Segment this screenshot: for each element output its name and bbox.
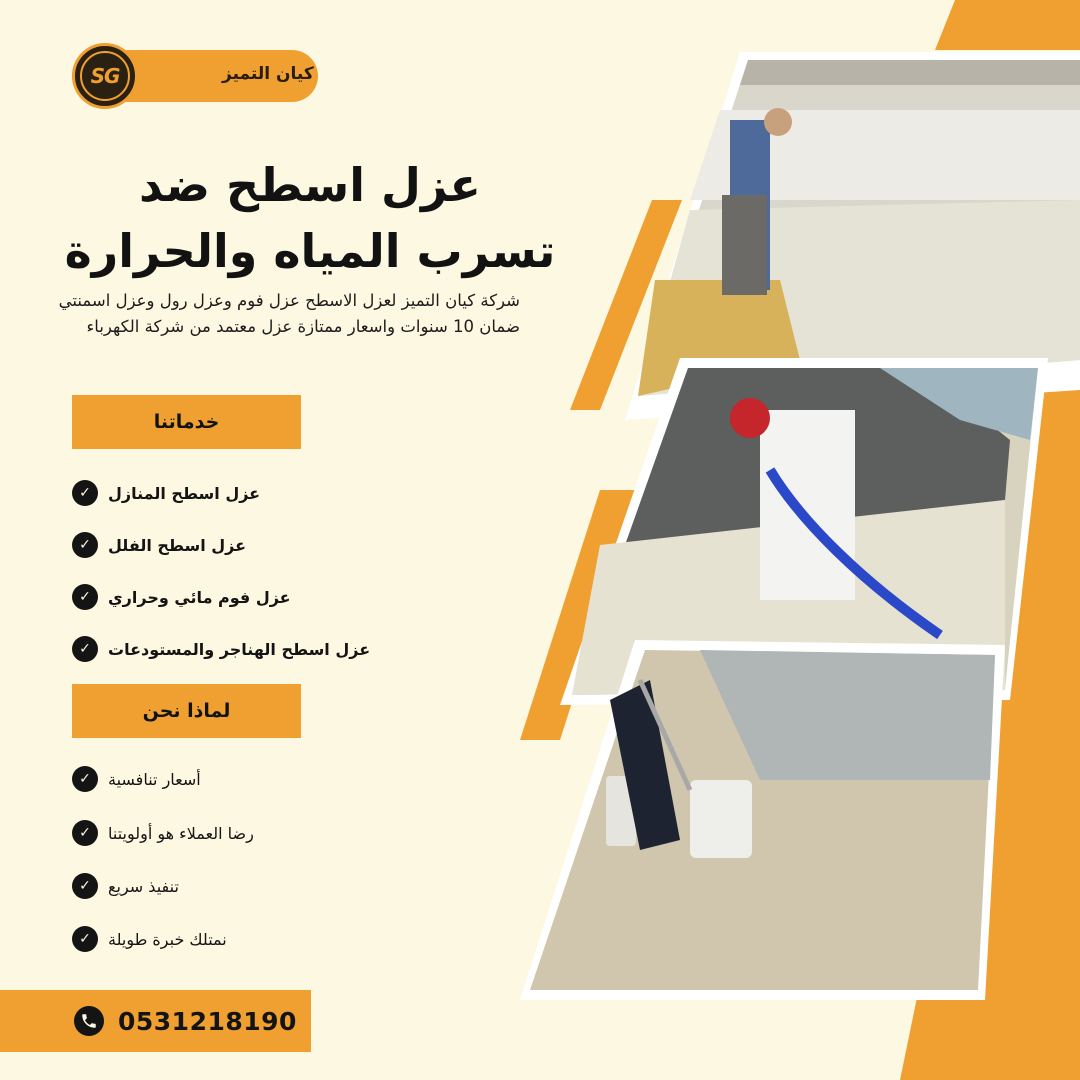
list-item xyxy=(72,582,291,612)
headline-line-2: تسرب المياه والحرارة xyxy=(64,224,556,278)
list-item xyxy=(72,634,370,664)
page-title xyxy=(40,152,580,284)
phone-icon[interactable] xyxy=(74,1006,104,1036)
orange-band-top xyxy=(935,0,1080,50)
list-item xyxy=(72,871,179,901)
services-heading: خدماتنا xyxy=(72,395,301,449)
headline-line-1: عزل اسطح ضد xyxy=(139,158,481,212)
logo-monogram: SG xyxy=(80,51,130,101)
check-circle-icon: ✓ xyxy=(72,636,98,662)
check-circle-icon: ✓ xyxy=(72,820,98,846)
list-item xyxy=(72,818,254,848)
why-us-item-label: تنفيذ سريع xyxy=(108,876,179,896)
intro-text: شركة كيان التميز لعزل الاسطح عزل فوم وعزل رول وعزل اسمنتي ضمان 10 سنوات واسعار ممتازة عزل معتمد من شركة الكهرباء xyxy=(58,291,520,336)
check-circle-icon: ✓ xyxy=(72,926,98,952)
why-us-item-label: نمتلك خبرة طويلة xyxy=(108,929,227,949)
list-item xyxy=(72,530,246,560)
why-us-heading: لماذا نحن xyxy=(72,684,301,738)
why-us-item-label: رضا العملاء هو أولويتنا xyxy=(108,823,254,843)
contact-bar xyxy=(0,990,311,1052)
service-item-label: عزل اسطح الفلل xyxy=(108,535,247,555)
service-item-label: عزل اسطح الهناجر والمستودعات xyxy=(108,639,371,659)
brand-name: كيان التميز xyxy=(222,64,314,84)
check-circle-icon: ✓ xyxy=(72,873,98,899)
phone-number[interactable]: 0531218190 xyxy=(118,1006,297,1036)
list-item xyxy=(72,924,227,954)
service-item-label: عزل اسطح المنازل xyxy=(108,483,261,503)
check-circle-icon: ✓ xyxy=(72,584,98,610)
why-us-item-label: أسعار تنافسية xyxy=(108,769,201,789)
check-circle-icon: ✓ xyxy=(72,480,98,506)
list-item xyxy=(72,478,260,508)
company-logo xyxy=(72,43,138,109)
service-item-label: عزل فوم مائي وحراري xyxy=(108,587,291,607)
list-item xyxy=(72,764,201,794)
check-circle-icon: ✓ xyxy=(72,766,98,792)
check-circle-icon: ✓ xyxy=(72,532,98,558)
